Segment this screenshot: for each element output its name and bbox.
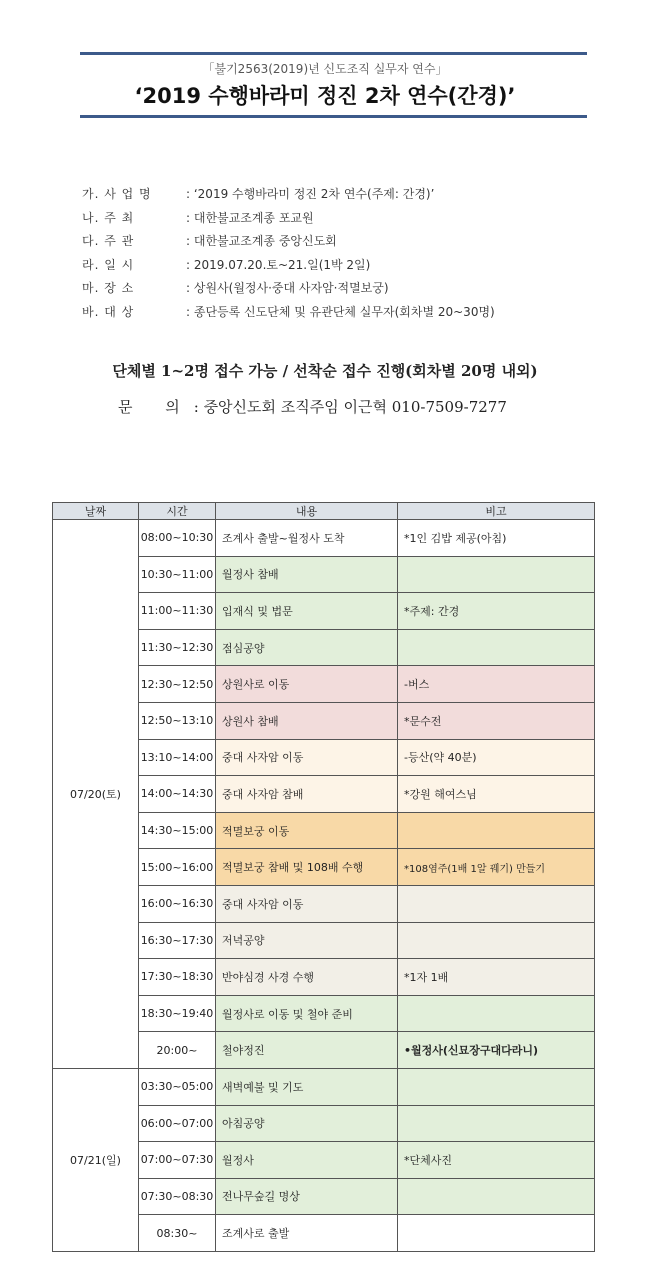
time-cell: 07:30~08:30 bbox=[139, 1178, 216, 1215]
time-cell: 16:00~16:30 bbox=[139, 885, 216, 922]
time-cell: 18:30~19:40 bbox=[139, 995, 216, 1032]
note-cell: -등산(약 40분) bbox=[398, 739, 595, 776]
note-cell: *1인 김밥 제공(아침) bbox=[398, 520, 595, 557]
note-cell: *강원 해여스님 bbox=[398, 776, 595, 813]
header-content: 내용 bbox=[216, 503, 398, 520]
time-cell: 16:30~17:30 bbox=[139, 922, 216, 959]
content-cell: 중대 사자암 이동 bbox=[216, 739, 398, 776]
time-cell: 08:00~10:30 bbox=[139, 520, 216, 557]
content-cell: 입재식 및 법문 bbox=[216, 593, 398, 630]
content-cell: 중대 사자암 참배 bbox=[216, 776, 398, 813]
note-cell bbox=[398, 1068, 595, 1105]
info-key: 다. 주 관 bbox=[82, 234, 135, 249]
contact-value: : 중앙신도회 조직주임 이근혁 010-7509-7277 bbox=[193, 398, 507, 416]
info-value: : 종단등록 신도단체 및 유관단체 실무자(회차별 20~30명) bbox=[186, 304, 495, 319]
note-cell: *108염주(1배 1알 꿰기) 만들기 bbox=[398, 849, 595, 886]
content-cell: 월정사 참배 bbox=[216, 556, 398, 593]
bottom-rule bbox=[80, 115, 587, 118]
info-key: 마. 장 소 bbox=[82, 281, 135, 296]
note-cell bbox=[398, 1178, 595, 1215]
content-cell: 점심공양 bbox=[216, 629, 398, 666]
content-cell: 저녁공양 bbox=[216, 922, 398, 959]
content-cell: 조계사로 출발 bbox=[216, 1215, 398, 1252]
contact-label: 문 의 bbox=[118, 398, 194, 416]
time-cell: 14:00~14:30 bbox=[139, 776, 216, 813]
info-row-target bbox=[82, 301, 495, 325]
time-cell: 08:30~ bbox=[139, 1215, 216, 1252]
top-rule bbox=[80, 52, 587, 55]
info-key: 라. 일 시 bbox=[82, 257, 135, 272]
time-cell: 11:30~12:30 bbox=[139, 629, 216, 666]
content-cell: 월정사로 이동 및 철야 준비 bbox=[216, 995, 398, 1032]
content-cell: 철야정진 bbox=[216, 1032, 398, 1069]
info-row-place bbox=[82, 277, 495, 301]
info-value: : 상원사(월정사·중대 사자암·적멸보궁) bbox=[186, 281, 389, 296]
registration-notice: 단체별 1~2명 접수 가능 / 선착순 접수 진행(회차별 20명 내외) bbox=[112, 362, 538, 380]
info-key: 바. 대 상 bbox=[82, 304, 135, 319]
note-cell: *1자 1배 bbox=[398, 959, 595, 996]
note-cell bbox=[398, 995, 595, 1032]
table-row bbox=[53, 1068, 595, 1105]
info-value: : ‘2019 수행바라미 정진 2차 연수(주제: 간경)’ bbox=[186, 187, 435, 201]
note-cell: *단체사진 bbox=[398, 1142, 595, 1179]
info-row-date bbox=[82, 254, 495, 278]
header-note: 비고 bbox=[398, 503, 595, 520]
table-header-row bbox=[53, 503, 595, 520]
note-cell bbox=[398, 1105, 595, 1142]
note-cell bbox=[398, 629, 595, 666]
info-row-organizer bbox=[82, 230, 495, 254]
content-cell: 새벽예불 및 기도 bbox=[216, 1068, 398, 1105]
header-time: 시간 bbox=[139, 503, 216, 520]
time-cell: 15:00~16:00 bbox=[139, 849, 216, 886]
header-date: 날짜 bbox=[53, 503, 139, 520]
subtitle: 「불기2563(2019)년 신도조직 실무자 연수」 bbox=[202, 62, 448, 76]
content-cell: 중대 사자암 이동 bbox=[216, 885, 398, 922]
time-cell: 12:50~13:10 bbox=[139, 702, 216, 739]
content-cell: 상원사로 이동 bbox=[216, 666, 398, 703]
note-cell: *문수전 bbox=[398, 702, 595, 739]
contact-line bbox=[118, 396, 507, 417]
content-cell: 월정사 bbox=[216, 1142, 398, 1179]
note-cell: *주제: 간경 bbox=[398, 593, 595, 630]
note-cell bbox=[398, 812, 595, 849]
time-cell: 06:00~07:00 bbox=[139, 1105, 216, 1142]
time-cell: 03:30~05:00 bbox=[139, 1068, 216, 1105]
content-cell: 전나무숲길 명상 bbox=[216, 1178, 398, 1215]
info-value: : 2019.07.20.토~21.일(1박 2일) bbox=[186, 257, 371, 272]
content-cell: 아침공양 bbox=[216, 1105, 398, 1142]
note-cell: •월정사(신묘장구대다라니) bbox=[398, 1032, 595, 1069]
note-cell: -버스 bbox=[398, 666, 595, 703]
info-row-name bbox=[82, 183, 495, 207]
time-cell: 20:00~ bbox=[139, 1032, 216, 1069]
note-cell bbox=[398, 1215, 595, 1252]
content-cell: 상원사 참배 bbox=[216, 702, 398, 739]
info-value: : 대한불교조계종 중앙신도회 bbox=[186, 234, 337, 249]
note-cell bbox=[398, 556, 595, 593]
time-cell: 17:30~18:30 bbox=[139, 959, 216, 996]
info-key: 가. 사 업 명 bbox=[82, 187, 152, 201]
time-cell: 10:30~11:00 bbox=[139, 556, 216, 593]
content-cell: 반야심경 사경 수행 bbox=[216, 959, 398, 996]
schedule-table bbox=[52, 502, 595, 1252]
info-row-host bbox=[82, 207, 495, 231]
time-cell: 07:00~07:30 bbox=[139, 1142, 216, 1179]
info-value: : 대한불교조계종 포교원 bbox=[186, 210, 314, 225]
content-cell: 적멸보궁 참배 및 108배 수행 bbox=[216, 849, 398, 886]
note-cell bbox=[398, 922, 595, 959]
page-title: ‘2019 수행바라미 정진 2차 연수(간경)’ bbox=[134, 84, 516, 108]
date-cell: 07/20(토) bbox=[53, 520, 139, 1069]
content-cell: 적멸보궁 이동 bbox=[216, 812, 398, 849]
note-cell bbox=[398, 885, 595, 922]
event-info bbox=[82, 183, 495, 325]
info-key: 나. 주 최 bbox=[82, 210, 135, 225]
table-row bbox=[53, 520, 595, 557]
time-cell: 11:00~11:30 bbox=[139, 593, 216, 630]
time-cell: 13:10~14:00 bbox=[139, 739, 216, 776]
date-cell: 07/21(일) bbox=[53, 1068, 139, 1251]
time-cell: 14:30~15:00 bbox=[139, 812, 216, 849]
time-cell: 12:30~12:50 bbox=[139, 666, 216, 703]
content-cell: 조계사 출발~월정사 도착 bbox=[216, 520, 398, 557]
